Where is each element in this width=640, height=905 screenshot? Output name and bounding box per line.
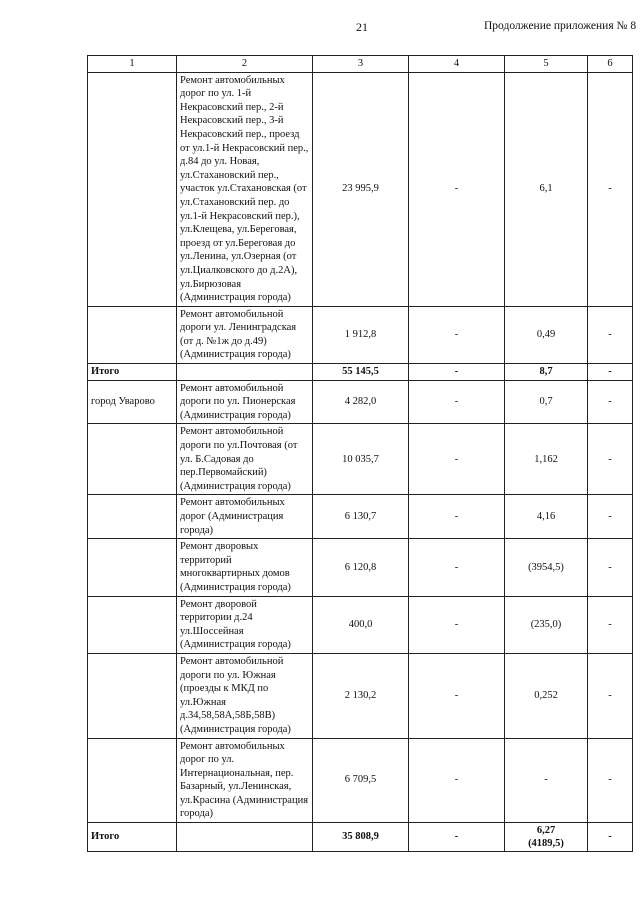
col6-cell: - [588, 424, 633, 495]
col6-cell: - [588, 539, 633, 596]
work-description: Ремонт автомобильной дороги по ул. Южная (проезды к МКД по ул.Южная д.34,58,58А,58Б,58В) (Администрация города) [177, 653, 313, 738]
table-row [88, 306, 633, 363]
col4-cell: - [409, 380, 505, 424]
amount-cell: 6 709,5 [313, 738, 409, 823]
col4-cell: - [409, 495, 505, 539]
col4-cell: - [409, 364, 505, 381]
work-description: Ремонт автомобильных дорог (Администрация города) [177, 495, 313, 539]
col6-cell: - [588, 738, 633, 823]
region-cell [88, 495, 177, 539]
work-description: Ремонт дворовых территорий многоквартирных домов (Администрация города) [177, 539, 313, 596]
col5-value: 6,27 [536, 825, 556, 837]
work-description: Ремонт автомобильной дороги по ул.Почтовая (от ул. Б.Садовая до пер.Первомайский) (Администрация города) [177, 424, 313, 495]
column-header: 1 [88, 56, 177, 73]
amount-cell: 55 145,5 [313, 364, 409, 381]
col5-cell: 0,252 [505, 653, 588, 738]
work-description: Ремонт автомобильных дорог по ул. Интернациональная, пер. Базарный, ул.Ленинская, ул.Красина (Администрация города) [177, 738, 313, 823]
col6-cell: - [588, 364, 633, 381]
col4-cell: - [409, 738, 505, 823]
column-header: 2 [177, 56, 313, 73]
column-header-row [88, 56, 633, 73]
budget-table [87, 55, 633, 852]
col5-cell: (235,0) [505, 596, 588, 653]
region-cell [88, 596, 177, 653]
col4-cell: - [409, 72, 505, 306]
region-cell: город Уварово [88, 380, 177, 424]
continuation-note: Продолжение приложения № 8 [484, 20, 637, 32]
amount-cell: 2 130,2 [313, 653, 409, 738]
work-description [177, 364, 313, 381]
total-label: Итого [88, 823, 177, 852]
col5-cell: 0,7 [505, 380, 588, 424]
amount-cell: 400,0 [313, 596, 409, 653]
col4-cell: - [409, 823, 505, 852]
region-cell [88, 539, 177, 596]
col5-cell: (3954,5) [505, 539, 588, 596]
table-row [88, 424, 633, 495]
col6-cell: - [588, 380, 633, 424]
amount-cell: 6 120,8 [313, 539, 409, 596]
col4-cell: - [409, 424, 505, 495]
region-cell [88, 424, 177, 495]
col5-cell: 6,1 [505, 72, 588, 306]
work-description: Ремонт дворовой территории д.24 ул.Шоссейная (Администрация города) [177, 596, 313, 653]
work-description: Ремонт автомобильной дороги ул. Ленинградская (от д. №1ж до д.49) (Администрация города) [177, 306, 313, 363]
col5-cell: 1,162 [505, 424, 588, 495]
region-cell [88, 738, 177, 823]
table-row [88, 596, 633, 653]
column-header: 3 [313, 56, 409, 73]
work-description [177, 823, 313, 852]
col5-cell: 4,16 [505, 495, 588, 539]
column-header: 6 [588, 56, 633, 73]
region-cell [88, 72, 177, 306]
col4-cell: - [409, 653, 505, 738]
column-header: 4 [409, 56, 505, 73]
amount-cell: 4 282,0 [313, 380, 409, 424]
work-description: Ремонт автомобильных дорог по ул. 1-й Некрасовский пер., 2-й Некрасовский пер., 3-й Некрасовский пер., проезд от ул.1-й Некрасовский пер., д.84 до ул. Новая, ул.Стахановский пер., участок ул.Стахановская (от ул.Стахановский пер. до ул.1-й Некрасовский пер.), ул.Клещева, ул.Береговая, проезд от ул.Береговая до ул.Ленина, ул.Озерная (от ул.Циалковского до д.2А), ул.Бирюзовая (Администрация города) [177, 72, 313, 306]
table-row [88, 380, 633, 424]
col5-cell [505, 823, 588, 852]
table-row [88, 72, 633, 306]
region-cell [88, 306, 177, 363]
amount-cell: 6 130,7 [313, 495, 409, 539]
col6-cell: - [588, 823, 633, 852]
total-row [88, 364, 633, 381]
table-row [88, 495, 633, 539]
col5-cell: 8,7 [505, 364, 588, 381]
work-description: Ремонт автомобильной дороги по ул. Пионерская (Администрация города) [177, 380, 313, 424]
total-label: Итого [88, 364, 177, 381]
amount-cell: 35 808,9 [313, 823, 409, 852]
col4-cell: - [409, 306, 505, 363]
col5-cell: 0,49 [505, 306, 588, 363]
region-cell [88, 653, 177, 738]
table-row [88, 539, 633, 596]
amount-cell: 10 035,7 [313, 424, 409, 495]
col5-cell: - [505, 738, 588, 823]
total-row [88, 823, 633, 852]
page-number: 21 [356, 20, 368, 34]
col6-cell: - [588, 596, 633, 653]
amount-cell: 23 995,9 [313, 72, 409, 306]
col5-subvalue: (4189,5) [528, 838, 564, 850]
col4-cell: - [409, 539, 505, 596]
amount-cell: 1 912,8 [313, 306, 409, 363]
table-row [88, 738, 633, 823]
col4-cell: - [409, 596, 505, 653]
col6-cell: - [588, 495, 633, 539]
col6-cell: - [588, 306, 633, 363]
table-row [88, 653, 633, 738]
col6-cell: - [588, 72, 633, 306]
col6-cell: - [588, 653, 633, 738]
column-header: 5 [505, 56, 588, 73]
